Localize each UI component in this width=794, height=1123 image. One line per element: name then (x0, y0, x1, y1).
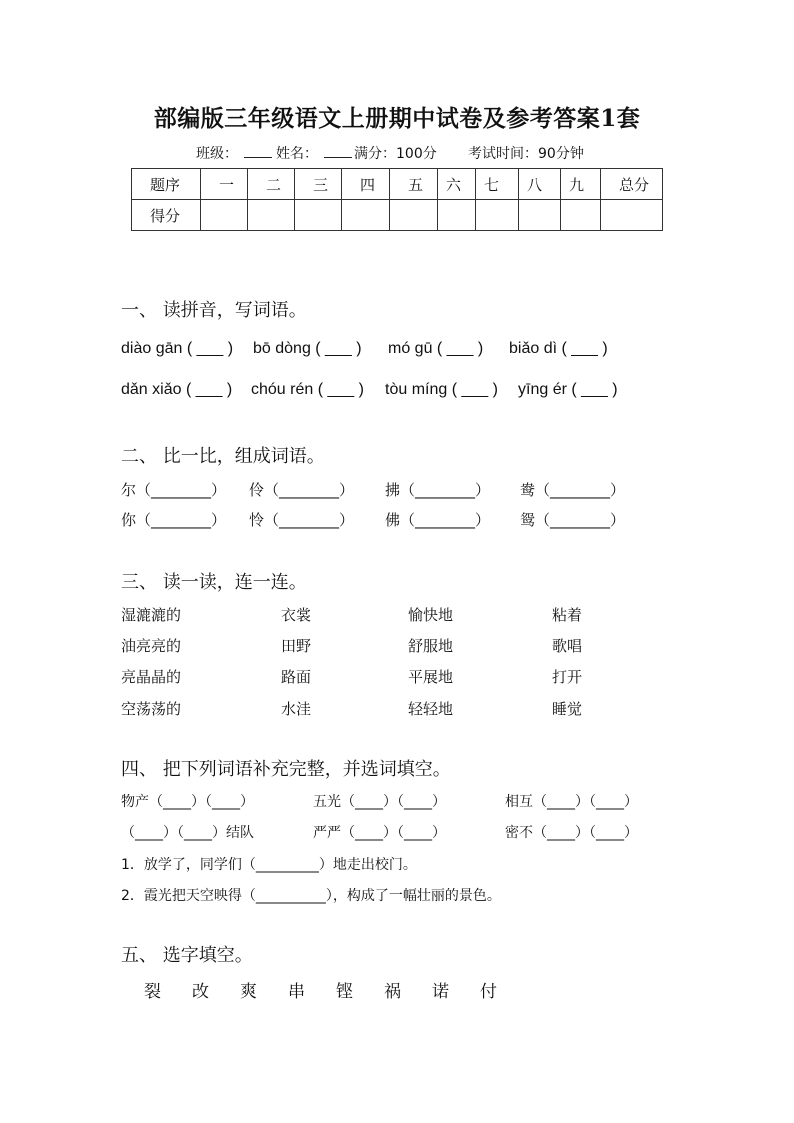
header-cell: 题序 (132, 169, 201, 200)
section-1-heading: 一、 读拼音，写词语。 (121, 300, 307, 321)
section-3-heading: 三、 读一读，连一连。 (121, 572, 307, 593)
full-score: 满分：100分 (354, 146, 437, 162)
match-item[interactable]: 打开 (552, 668, 583, 686)
match-item[interactable]: 平展地 (408, 668, 454, 686)
choice-char: 付 (480, 982, 497, 1002)
pinyin-item: dǎn xiǎo ( ___ ) (121, 381, 233, 398)
header-cell: 六 (438, 169, 476, 200)
pinyin-item: diào gān ( ___ ) (121, 340, 234, 357)
header-cell: 五 (390, 169, 438, 200)
choice-char: 诺 (432, 982, 449, 1002)
header-cell: 四 (342, 169, 390, 200)
match-item[interactable]: 歌唱 (552, 637, 583, 655)
idiom-item: 物产（____）（____） (121, 794, 254, 810)
idiom-item: 严严（____）（____） (313, 825, 446, 841)
pinyin-item: chóu rén ( ___ ) (251, 381, 364, 398)
name-label: 姓名： (276, 146, 318, 162)
match-item[interactable]: 亮晶晶的 (121, 668, 182, 686)
idiom-item: 密不（____）（____） (505, 825, 638, 841)
score-cell[interactable] (438, 200, 476, 231)
score-cell[interactable] (201, 200, 248, 231)
match-item[interactable]: 湿漉漉的 (121, 606, 182, 624)
score-table-score-row (132, 200, 663, 231)
score-table-header-row (132, 169, 663, 200)
class-label: 班级： (196, 146, 238, 162)
match-item[interactable]: 舒服地 (408, 637, 454, 655)
idiom-item: 五光（____）（____） (313, 794, 446, 810)
idiom-item: （____）（____）结队 (121, 825, 254, 841)
header-cell: 二 (248, 169, 295, 200)
header-cell: 八 (519, 169, 561, 200)
name-blank (324, 157, 352, 158)
pinyin-item: bō dòng ( ___ ) (253, 340, 362, 357)
match-item[interactable]: 路面 (281, 668, 312, 686)
pinyin-item: biǎo dì ( ___ ) (509, 340, 608, 357)
choice-char: 祸 (384, 982, 401, 1002)
compare-item: 鸯（________） (520, 481, 626, 499)
header-cell: 三 (295, 169, 342, 200)
score-cell[interactable] (295, 200, 342, 231)
compare-item: 鸳（________） (520, 511, 626, 529)
score-cell[interactable] (601, 200, 663, 231)
fill-question-1: 1．放学了，同学们（_________）地走出校门。 (121, 857, 417, 873)
compare-item: 拂（________） (385, 481, 491, 499)
match-item[interactable]: 轻轻地 (408, 700, 454, 718)
score-cell[interactable] (561, 200, 601, 231)
fill-question-2: 2．霞光把天空映得（__________），构成了一幅壮丽的景色。 (121, 888, 501, 904)
compare-item: 你（________） (121, 511, 227, 529)
score-table (131, 168, 663, 231)
choice-char: 爽 (240, 982, 257, 1002)
match-item[interactable]: 睡觉 (552, 700, 583, 718)
header-cell: 九 (561, 169, 601, 200)
pinyin-item: tòu míng ( ___ ) (385, 381, 498, 398)
compare-item: 尔（________） (121, 481, 227, 499)
score-cell[interactable] (248, 200, 295, 231)
choice-char: 串 (288, 982, 305, 1002)
section-4-heading: 四、 把下列词语补充完整，并选词填空。 (121, 759, 451, 780)
choice-char: 铿 (336, 982, 353, 1002)
choice-char: 改 (192, 982, 209, 1002)
pinyin-item: mó gū ( ___ ) (388, 340, 484, 357)
match-item[interactable]: 空荡荡的 (121, 700, 182, 718)
section-2-heading: 二、 比一比，组成词语。 (121, 446, 325, 467)
match-item[interactable]: 水洼 (281, 700, 312, 718)
page-title: 部编版三年级语文上册期中试卷及参考答案1套 (153, 105, 641, 132)
section-5-heading: 五、 选字填空。 (121, 945, 253, 966)
header-cell: 总分 (601, 169, 663, 200)
pinyin-item: yīng ér ( ___ ) (518, 381, 618, 398)
idiom-item: 相互（____）（____） (505, 794, 638, 810)
match-item[interactable]: 油亮亮的 (121, 637, 182, 655)
match-item[interactable]: 衣裳 (281, 606, 312, 624)
header-cell: 七 (476, 169, 519, 200)
score-cell[interactable] (519, 200, 561, 231)
row-label: 得分 (132, 200, 201, 231)
match-item[interactable]: 愉快地 (408, 606, 454, 624)
compare-item: 怜（________） (249, 511, 355, 529)
score-cell[interactable] (390, 200, 438, 231)
match-item[interactable]: 粘着 (552, 606, 583, 624)
choice-char: 裂 (144, 982, 161, 1002)
compare-item: 佛（________） (385, 511, 491, 529)
match-item[interactable]: 田野 (281, 637, 312, 655)
compare-item: 伶（________） (249, 481, 355, 499)
exam-time: 考试时间：90分钟 (468, 146, 584, 162)
score-cell[interactable] (476, 200, 519, 231)
class-blank (244, 157, 272, 158)
score-cell[interactable] (342, 200, 390, 231)
header-cell: 一 (201, 169, 248, 200)
